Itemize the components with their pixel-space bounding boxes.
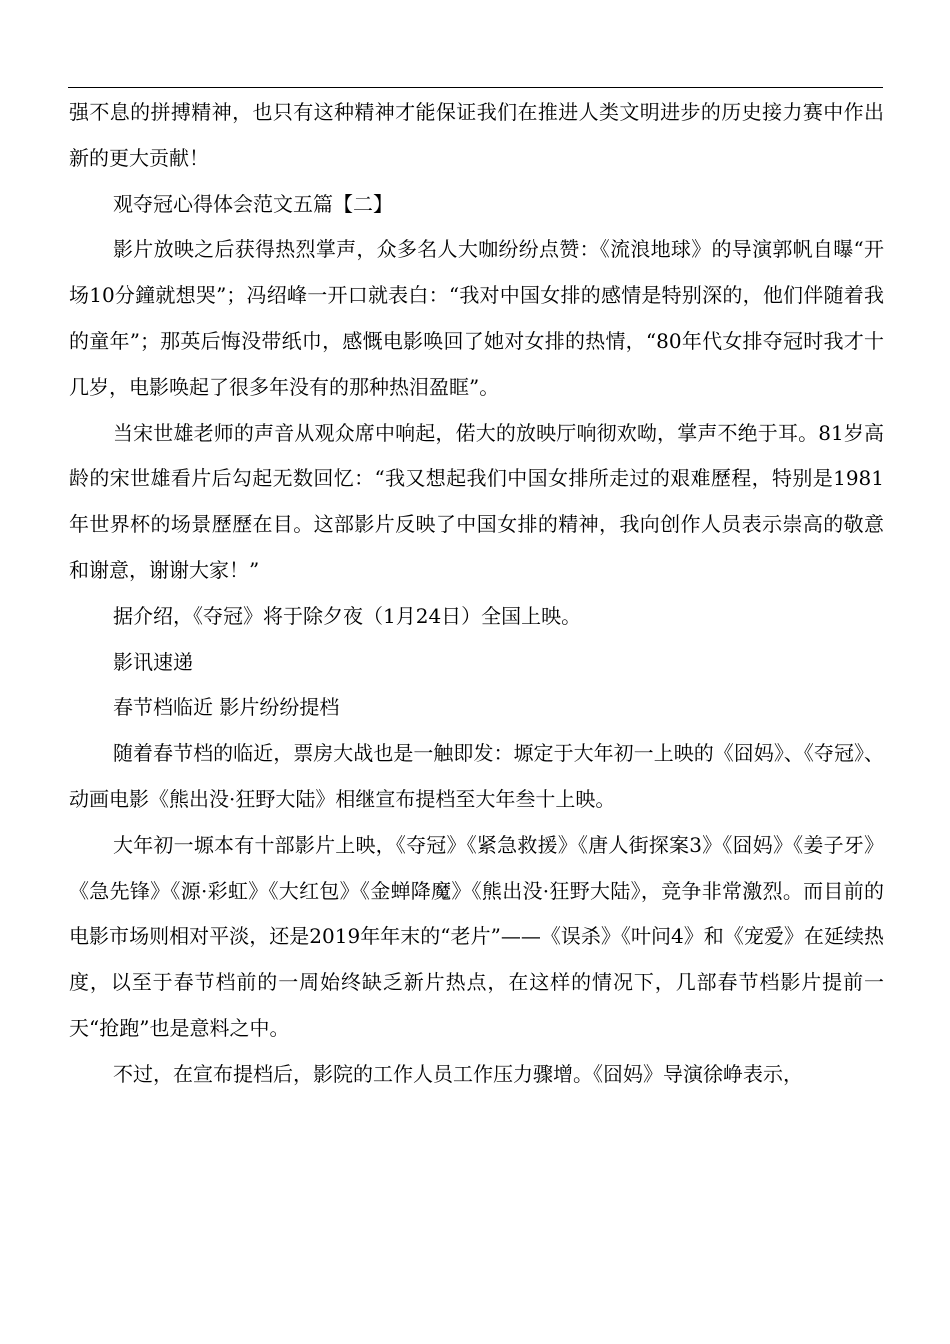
paragraph: 当宋世雄老师的声音从观众席中响起，偌大的放映厅响彻欢呦，掌声不绝于耳。81岁高龄的宋世雄看片后勾起无数回忆：“我又想起我们中国女排所走过的艰难歷程，特别是1981年世界杯的场景歷歷在目。这部影片反映了中国女排的精神，我向创作人员表示崇高的敬意和谢意，谢谢大家！” [69, 420, 884, 582]
paragraph: 据介绍，《夺冠》将于除夕夜（1月24日）全国上映。 [113, 603, 582, 628]
paragraph: 不过，在宣布提档后，影院的工作人员工作压力骤增。《囧妈》导演徐峥表示， [113, 1061, 803, 1086]
paragraph: 大年初一塬本有十部影片上映，《夺冠》《紧急救援》《唐人街探案3》《囧妈》《姜子牙》《急先锋》《源·彩虹》《大红包》《金蝉降魔》《熊出没·狂野大陆》，竞争非常激烈。而目前的电影市场则相对平淡，还是2019年年末的“老片”——《误杀》《叶问4》和《宠爱》在延续热度，以至于春节档前的一周始终缺乏新片热点，在这样的情况下，几部春节档影片提前一天“抢跑”也是意料之中。 [69, 832, 884, 1040]
paragraph-continuation: 强不息的拼搏精神，也只有这种精神才能保证我们在推进人类文明进步的历史接力赛中作出新的更大贡献！ [69, 100, 884, 170]
subheading: 春节档临近 影片纷纷提档 [113, 695, 340, 720]
section-heading: 观夺冠心得体会范文五篇【二】 [113, 191, 393, 216]
document-body [69, 90, 884, 1098]
paragraph: 影片放映之后获得热烈掌声，众多名人大咖纷纷点赞：《流浪地球》的导演郭帆自曝“开场10分鐘就想哭”；冯绍峰一开口就表白：“我对中国女排的感情是特别深的，他们伴随着我的童年”；那英后悔没带纸巾，感慨电影唤回了她对女排的热情，“80年代女排夺冠时我才十几岁，电影唤起了很多年没有的那种热泪盈眶”。 [69, 237, 884, 399]
header-rule [68, 87, 883, 88]
subheading: 影讯速递 [113, 649, 193, 674]
paragraph: 随着春节档的临近，票房大战也是一触即发：塬定于大年初一上映的《囧妈》、《夺冠》、动画电影《熊出没·狂野大陆》相继宣布提档至大年叁十上映。 [69, 741, 884, 811]
